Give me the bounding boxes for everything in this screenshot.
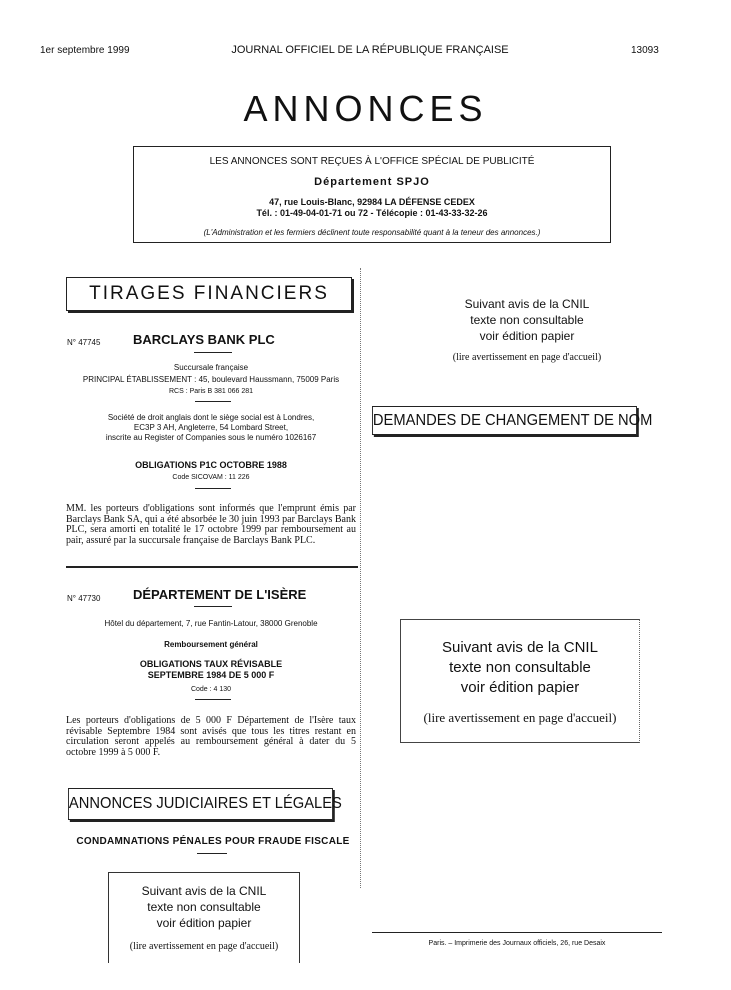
notice-line: PRINCIPAL ÉTABLISSEMENT : 45, boulevard Haussmann, 75009 Paris <box>82 375 340 384</box>
info-phone: Tél. : 01-49-04-01-71 ou 72 - Télécopie : 01-43-33-32-26 <box>256 208 488 218</box>
info-address: 47, rue Louis-Blanc, 92984 LA DÉFENSE CEDEX <box>269 197 475 207</box>
cnil-line: voir édition papier <box>156 916 252 930</box>
cnil-note: (lire avertissement en page d'accueil) <box>129 941 279 952</box>
cnil-line: texte non consultable <box>147 900 261 914</box>
title-rule <box>194 606 232 607</box>
section-demandes-changement-nom: DEMANDES DE CHANGEMENT DE NOM <box>372 406 637 435</box>
notice-line: Succursale française <box>173 363 249 372</box>
notice-separator <box>66 566 358 568</box>
section-condamnations: CONDAMNATIONS PÉNALES POUR FRAUDE FISCALE <box>76 836 350 847</box>
rule <box>197 853 227 854</box>
notice-body: MM. les porteurs d'obligations sont informés que l'emprunt émis par Barclays Bank SA, qui a été absorbée le 30 juin 1993 par Barclays Bank PLC, sera amorti en totalité le 17 octobre 1999 par remboursement au pair, assuré par la succursale française de Barclays Bank PLC. <box>66 503 356 546</box>
notice-line: EC3P 3 AH, Angleterre, 54 Lombard Street, <box>133 423 289 432</box>
notice-line: inscrite au Register of Companies sous le numéro 1026167 <box>105 433 317 442</box>
notice-number: N° 47745 <box>67 338 101 347</box>
cnil-line: texte non consultable <box>449 659 591 676</box>
notice-obligations: SEPTEMBRE 1984 DE 5 000 F <box>147 670 275 680</box>
header-journal: JOURNAL OFFICIEL DE LA RÉPUBLIQUE FRANÇAISE <box>231 44 509 56</box>
rule <box>195 401 231 402</box>
cnil-line: voir édition papier <box>479 329 575 343</box>
title-rule <box>194 352 232 353</box>
page-title: ANNONCES <box>243 88 488 129</box>
cnil-note: (lire avertissement en page d'accueil) <box>423 710 617 725</box>
cnil-notice-top <box>372 296 682 344</box>
footer-rule <box>372 932 662 933</box>
cnil-line: voir édition papier <box>460 679 580 696</box>
notice-code: Code : 4 130 <box>190 686 232 693</box>
notice-number: N° 47730 <box>67 594 101 603</box>
header-date: 1er septembre 1999 <box>40 45 130 56</box>
footer-imprint: Paris. – Imprimerie des Journaux officiels, 26, rue Desaix <box>428 940 606 947</box>
column-divider <box>360 268 361 888</box>
rule <box>195 699 231 700</box>
section-tirages-financiers: TIRAGES FINANCIERS <box>66 277 352 311</box>
rule <box>195 488 231 489</box>
info-box <box>133 146 611 243</box>
notice-obligations: OBLIGATIONS TAUX RÉVISABLE <box>139 659 283 669</box>
notice-obligations: OBLIGATIONS P1C OCTOBRE 1988 <box>135 460 287 470</box>
notice-line: Hôtel du département, 7, rue Fantin-Latour, 38000 Grenoble <box>104 619 318 628</box>
info-disclaimer: (L'Administration et les fermiers déclinent toute responsabilité quant à la teneur des annonces.) <box>203 228 541 237</box>
cnil-notice-box <box>400 619 640 743</box>
notice-title: BARCLAYS BANK PLC <box>133 332 275 347</box>
notice-line: Société de droit anglais dont le siège social est à Londres, <box>107 413 315 422</box>
cnil-line: texte non consultable <box>470 313 584 327</box>
cnil-line: Suivant avis de la CNIL <box>464 297 590 311</box>
cnil-line: Suivant avis de la CNIL <box>442 639 598 656</box>
notice-code: Code SICOVAM : 11 226 <box>172 474 250 481</box>
cnil-notice-box <box>108 872 300 963</box>
section-annonces-judiciaires: ANNONCES JUDICIAIRES ET LÉGALES <box>68 788 333 820</box>
cnil-line: Suivant avis de la CNIL <box>141 884 267 898</box>
notice-line: Remboursement général <box>164 640 258 649</box>
notice-line: RCS : Paris B 381 066 281 <box>168 388 254 395</box>
header-page-number: 13093 <box>631 45 659 56</box>
cnil-note: (lire avertissement en page d'accueil) <box>452 352 602 363</box>
info-line: LES ANNONCES SONT REÇUES À L'OFFICE SPÉCIAL DE PUBLICITÉ <box>209 156 535 167</box>
notice-body: Les porteurs d'obligations de 5 000 F Département de l'Isère taux révisable Septembre 1984 sont avisés que tous les titres restant en circulation seront appelés au remboursement général à dater du 5 octobre 1999 à 5 000 F. <box>66 715 356 758</box>
notice-title: DÉPARTEMENT DE L'ISÈRE <box>133 587 307 602</box>
info-department: Département SPJO <box>314 176 430 188</box>
